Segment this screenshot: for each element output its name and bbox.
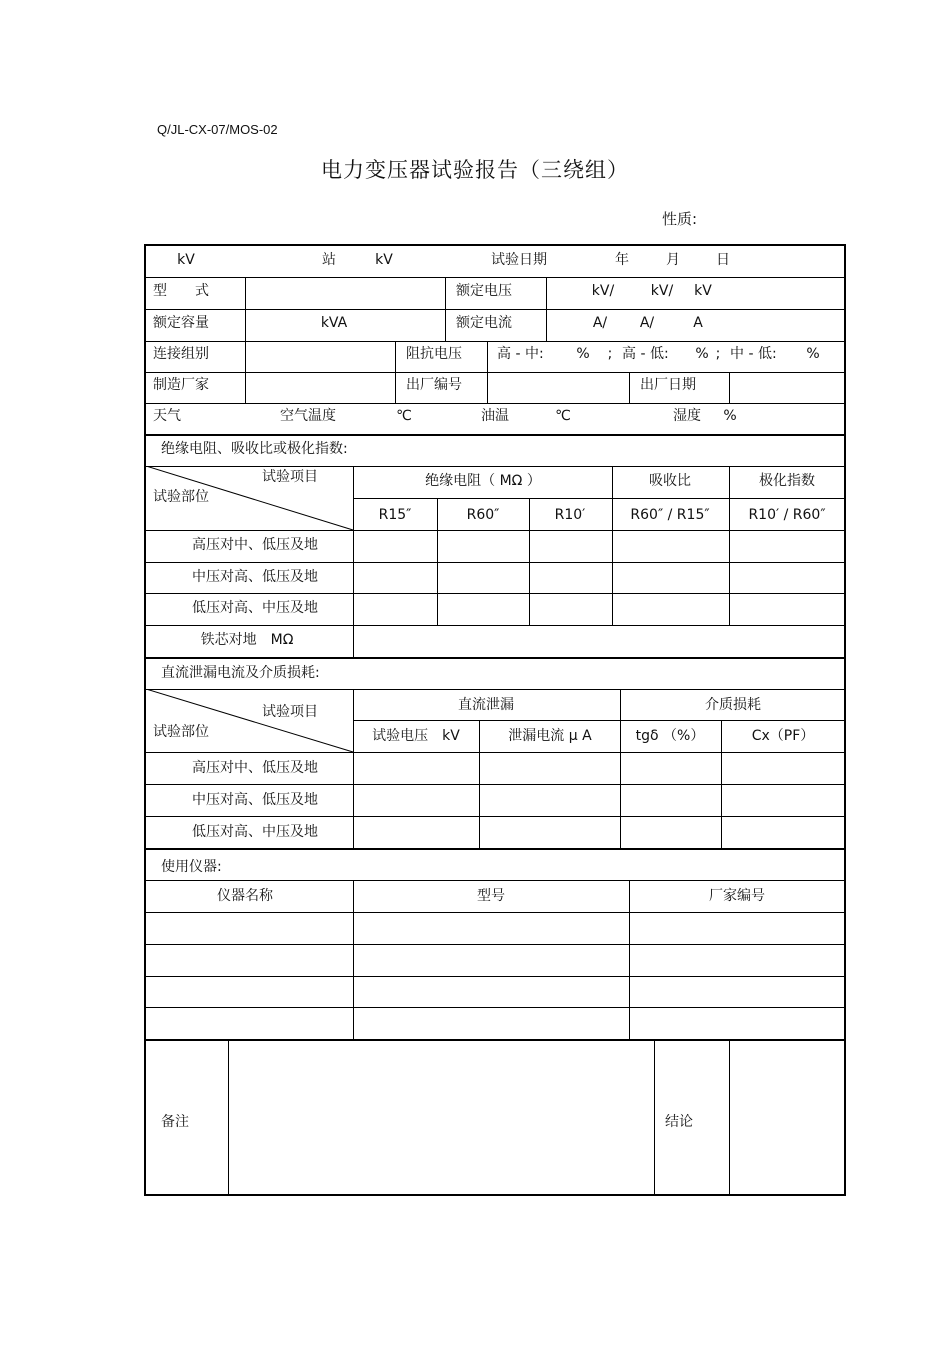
kva-unit: kVA bbox=[320, 315, 348, 331]
kv-unit: kV/ bbox=[591, 283, 615, 299]
row-line bbox=[146, 593, 846, 594]
absorption-ratio-formula: R60″ / R15″ bbox=[630, 507, 710, 523]
test-part-row: 中压对高、低压及地 bbox=[192, 792, 318, 808]
tan-delta-header: tgδ （%） bbox=[635, 728, 705, 744]
dielectric-loss-header: 介质损耗 bbox=[705, 697, 761, 713]
col-line bbox=[629, 880, 630, 1039]
oil-temperature-label: 油温 bbox=[481, 408, 509, 424]
col-line bbox=[546, 277, 547, 341]
instrument-model-header: 型号 bbox=[477, 888, 505, 904]
absorption-ratio-header: 吸收比 bbox=[649, 473, 691, 489]
row-line bbox=[146, 944, 846, 945]
col-line bbox=[729, 466, 730, 625]
col-line bbox=[620, 689, 621, 848]
row-line bbox=[353, 498, 846, 499]
col-line bbox=[228, 1039, 229, 1196]
capacitance-header: Cx（PF） bbox=[751, 728, 815, 744]
mid-low-label: 中 - 低: bbox=[730, 346, 777, 362]
kv-unit: kV/ bbox=[650, 283, 674, 299]
section-line bbox=[146, 657, 846, 659]
rated-current-label: 额定电流 bbox=[456, 315, 512, 331]
test-date-label: 试验日期 bbox=[491, 252, 547, 268]
dc-leakage-header: 直流泄漏 bbox=[458, 697, 514, 713]
percent-unit: % bbox=[723, 408, 737, 424]
test-item-label: 试验项目 bbox=[262, 704, 318, 720]
celsius-unit: ℃ bbox=[396, 408, 412, 424]
percent-unit: % bbox=[695, 346, 709, 362]
row-line bbox=[146, 784, 846, 785]
celsius-unit: ℃ bbox=[555, 408, 571, 424]
test-part-label: 试验部位 bbox=[153, 489, 209, 505]
weather-label: 天气 bbox=[153, 408, 181, 424]
section-line bbox=[146, 1039, 846, 1041]
rated-capacity-label: 额定容量 bbox=[153, 315, 209, 331]
polarization-index-header: 极化指数 bbox=[759, 473, 815, 489]
ampere-unit: A bbox=[693, 315, 703, 331]
dc-leakage-section-title: 直流泄漏电流及介质损耗: bbox=[161, 665, 320, 681]
core-to-ground-row: 铁芯对地 MΩ bbox=[200, 632, 294, 648]
test-part-row: 中压对高、低压及地 bbox=[192, 569, 318, 585]
r10-header: R10′ bbox=[554, 507, 586, 523]
row-line bbox=[146, 277, 846, 278]
manufacturer-label: 制造厂家 bbox=[153, 377, 209, 393]
impedance-voltage-label: 阻抗电压 bbox=[406, 346, 462, 362]
row-line bbox=[146, 625, 846, 626]
percent-unit: % bbox=[806, 346, 820, 362]
polarization-index-formula: R10′ / R60″ bbox=[748, 507, 826, 523]
col-line bbox=[529, 498, 530, 625]
row-line bbox=[146, 403, 846, 404]
row-line bbox=[146, 816, 846, 817]
r15-header: R15″ bbox=[378, 507, 412, 523]
instrument-name-header: 仪器名称 bbox=[217, 888, 273, 904]
kv-unit: kV bbox=[177, 252, 195, 268]
col-line bbox=[245, 341, 246, 403]
test-part-row: 低压对高、中压及地 bbox=[192, 600, 318, 616]
col-line bbox=[437, 498, 438, 625]
test-part-label: 试验部位 bbox=[153, 724, 209, 740]
instrument-serial-header: 厂家编号 bbox=[709, 888, 765, 904]
col-line bbox=[479, 720, 480, 848]
col-line bbox=[654, 1039, 655, 1196]
remarks-label: 备注 bbox=[161, 1114, 189, 1130]
row-line bbox=[146, 562, 846, 563]
col-line bbox=[353, 880, 354, 1039]
ampere-unit: A/ bbox=[639, 315, 655, 331]
kv-unit: kV bbox=[694, 283, 712, 299]
air-temperature-label: 空气温度 bbox=[280, 408, 336, 424]
insulation-section-title: 绝缘电阻、吸收比或极化指数: bbox=[161, 441, 348, 457]
col-line bbox=[721, 720, 722, 848]
test-item-label: 试验项目 bbox=[262, 469, 318, 485]
row-line bbox=[146, 976, 846, 977]
serial-number-label: 出厂编号 bbox=[406, 377, 462, 393]
test-part-row: 低压对高、中压及地 bbox=[192, 824, 318, 840]
row-line bbox=[146, 309, 846, 310]
header-diagonal bbox=[146, 689, 354, 755]
separator: ; bbox=[607, 346, 613, 362]
separator: ; bbox=[715, 346, 721, 362]
page-title: 电力变压器试验报告（三绕组） bbox=[321, 158, 629, 182]
instruments-section-title: 使用仪器: bbox=[161, 859, 222, 875]
day-label: 日 bbox=[716, 252, 730, 268]
section-line bbox=[146, 434, 846, 436]
kv-unit: kV bbox=[375, 252, 393, 268]
doc-code: Q/JL-CX-07/MOS-02 bbox=[157, 122, 278, 137]
humidity-label: 湿度 bbox=[673, 408, 701, 424]
col-line bbox=[729, 372, 730, 403]
row-line bbox=[146, 341, 846, 342]
insulation-resistance-header: 绝缘电阻（ MΩ ） bbox=[425, 473, 541, 489]
report-table bbox=[144, 244, 846, 1196]
col-line bbox=[445, 277, 446, 341]
row-line bbox=[146, 372, 846, 373]
col-line bbox=[487, 341, 488, 372]
model-label: 型 式 bbox=[153, 283, 209, 299]
row-line bbox=[353, 720, 846, 721]
leakage-current-header: 泄漏电流 μ A bbox=[508, 728, 592, 744]
row-line bbox=[146, 912, 846, 913]
col-line bbox=[487, 372, 488, 403]
test-part-row: 高压对中、低压及地 bbox=[192, 537, 318, 553]
col-line bbox=[395, 341, 396, 403]
test-voltage-header: 试验电压 kV bbox=[372, 728, 460, 744]
year-label: 年 bbox=[615, 252, 629, 268]
conclusion-label: 结论 bbox=[665, 1114, 693, 1130]
high-low-label: 高 - 低: bbox=[622, 346, 669, 362]
col-line bbox=[612, 466, 613, 625]
ampere-unit: A/ bbox=[592, 315, 608, 331]
test-part-row: 高压对中、低压及地 bbox=[192, 760, 318, 776]
month-label: 月 bbox=[666, 252, 680, 268]
row-line bbox=[146, 1007, 846, 1008]
row-line bbox=[146, 880, 846, 881]
percent-unit: % bbox=[576, 346, 590, 362]
col-line bbox=[729, 1039, 730, 1196]
col-line bbox=[629, 372, 630, 403]
nature-label: 性质: bbox=[662, 210, 698, 228]
section-line bbox=[146, 848, 846, 850]
high-mid-label: 高 - 中: bbox=[497, 346, 544, 362]
col-line bbox=[245, 277, 246, 341]
station-label: 站 bbox=[322, 252, 336, 268]
connection-group-label: 连接组别 bbox=[153, 346, 209, 362]
rated-voltage-label: 额定电压 bbox=[456, 283, 512, 299]
r60-header: R60″ bbox=[466, 507, 500, 523]
manufacture-date-label: 出厂日期 bbox=[640, 377, 696, 393]
